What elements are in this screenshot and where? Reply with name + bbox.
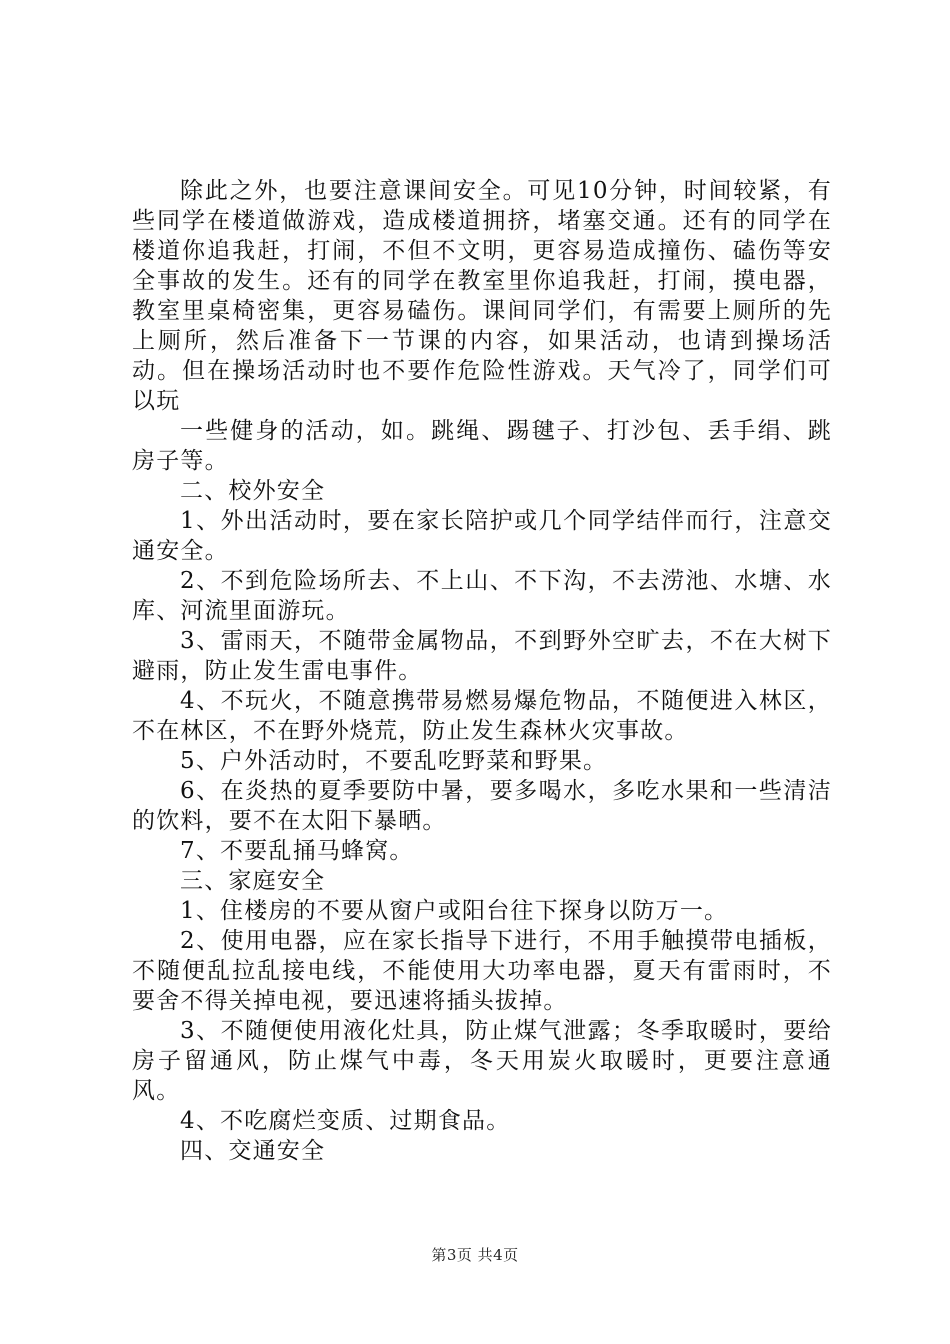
list-item: 3、不随便使用液化灶具，防止煤气泄露；冬季取暖时，要给房子留通风，防止煤气中毒，冬天用炭火取暖时，更要注意通风。 — [132, 1018, 832, 1104]
paragraph-continuation: 一些健身的活动，如。跳绳、踢毽子、打沙包、丢手绢、跳房子等。 — [132, 418, 832, 474]
document-body — [132, 176, 832, 1166]
list-item: 1、外出活动时，要在家长陪护或几个同学结伴而行，注意交通安全。 — [132, 508, 832, 564]
list-item: 1、住楼房的不要从窗户或阳台往下探身以防万一。 — [180, 898, 729, 924]
list-item: 3、雷雨天，不随带金属物品，不到野外空旷去，不在大树下避雨，防止发生雷电事件。 — [132, 628, 832, 684]
page-number-footer: 第3页 共4页 — [431, 1246, 519, 1264]
list-item: 2、使用电器，应在家长指导下进行，不用手触摸带电插板，不随便乱拉乱接电线，不能使用大功率电器，夏天有雷雨时，不要舍不得关掉电视，要迅速将插头拔掉。 — [132, 928, 832, 1014]
list-item: 6、在炎热的夏季要防中暑，要多喝水，多吃水果和一些清洁的饮料，要不在太阳下暴晒。 — [132, 778, 832, 834]
list-item: 2、不到危险场所去、不上山、不下沟，不去涝池、水塘、水库、河流里面游玩。 — [132, 568, 832, 624]
list-item: 4、不玩火，不随意携带易燃易爆危物品，不随便进入林区，不在林区，不在野外烧荒，防止发生森林火灾事故。 — [132, 688, 832, 744]
section-heading-traffic: 四、交通安全 — [180, 1138, 326, 1164]
paragraph-intro: 除此之外，也要注意课间安全。可见10分钟，时间较紧，有些同学在楼道做游戏，造成楼道拥挤，堵塞交通。还有的同学在楼道你追我赶，打闹，不但不文明，更容易造成撞伤、磕伤等安全事故的发生。还有的同学在教室里你追我赶，打闹，摸电器，教室里桌椅密集，更容易磕伤。课间同学们，有需要上厕所的先上厕所，然后准备下一节课的内容，如果活动，也请到操场活动。但在操场活动时也不要作危险性游戏。天气冷了，同学们可以玩 — [132, 178, 832, 414]
list-item: 4、不吃腐烂变质、过期食品。 — [180, 1108, 511, 1134]
list-item: 5、户外活动时，不要乱吃野菜和野果。 — [180, 748, 608, 774]
section-heading-home: 三、家庭安全 — [180, 868, 326, 894]
section-heading-off-campus: 二、校外安全 — [180, 478, 326, 504]
list-item: 7、不要乱捅马蜂窝。 — [180, 838, 414, 864]
